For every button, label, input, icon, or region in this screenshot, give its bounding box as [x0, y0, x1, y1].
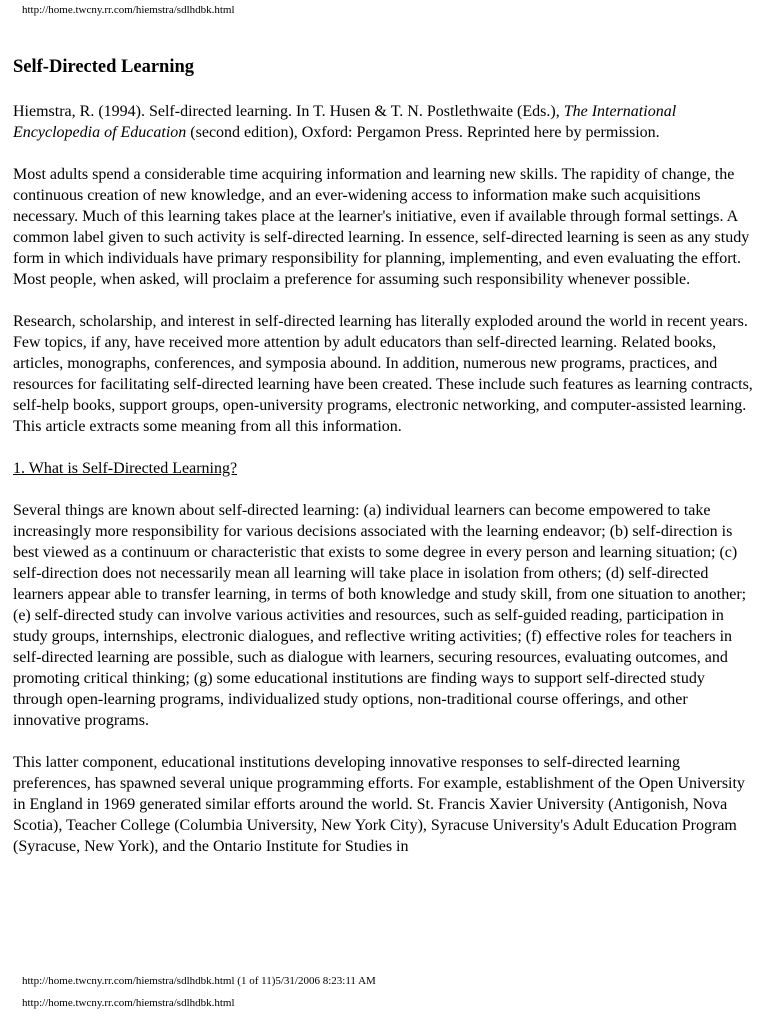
citation — [13, 101, 753, 143]
page-url-header: http://home.twcny.rr.com/hiemstra/sdlhdbk.html — [22, 4, 235, 16]
citation-prefix: Hiemstra, R. (1994). Self-directed learning. In T. Husen & T. N. Postlethwaite (Eds.), — [13, 103, 564, 120]
citation-book-title: The International Encyclopedia of Education — [13, 103, 677, 141]
article-body — [13, 55, 753, 857]
section-heading: 1. What is Self-Directed Learning? — [13, 460, 238, 477]
page-url-footer: http://home.twcny.rr.com/hiemstra/sdlhdbk.html — [22, 997, 235, 1009]
section-paragraph: Several things are known about self-directed learning: (a) individual learners can become empowered to take increasingly more responsibility for various decisions associated with the learning endeavor; (b) self-direction is best viewed as a continuum or characteristic that exists to some degree in every person and learning situation; (c) self-direction does not necessarily mean all learning will take place in isolation from others; (d) self-directed learners appear able to transfer learning, in terms of both knowledge and study skill, from one situation to another; (e) self-directed study can involve various activities and resources, such as self-guided reading, participation in study groups, internships, electronic dialogues, and reflective writing activities; (f) effective roles for teachers in self-directed learning are possible, such as dialogue with learners, securing resources, evaluating outcomes, and promoting critical thinking; (g) some educational institutions are finding ways to support self-directed study through open-learning programs, individualized study options, non-traditional course offerings, and other innovative programs. — [13, 502, 747, 729]
print-footer: http://home.twcny.rr.com/hiemstra/sdlhdbk.html (1 of 11)5/31/2006 8:23:11 AM — [22, 975, 376, 987]
citation-suffix: (second edition), Oxford: Pergamon Press. Reprinted here by permission. — [186, 124, 660, 141]
research-paragraph: Research, scholarship, and interest in self-directed learning has literally exploded around the world in recent years. Few topics, if any, have received more attention by adult educators than self-directed learning. Related books, articles, monographs, conferences, and symposia abound. In addition, numerous new programs, practices, and resources for facilitating self-directed learning have been created. These include such features as learning contracts, self-help books, support groups, open-university programs, electronic networking, and computer-assisted learning. This article extracts some meaning from all this information. — [13, 313, 753, 435]
section-paragraph: This latter component, educational institutions developing innovative responses to self-directed learning preferences, has spawned several unique programming efforts. For example, establishment of the Open University in England in 1969 generated similar efforts around the world. St. Francis Xavier University (Antigonish, Nova Scotia), Teacher College (Columbia University, New York City), Syracuse University's Adult Education Program (Syracuse, New York), and the Ontario Institute for Studies in — [13, 754, 745, 855]
intro-paragraph: Most adults spend a considerable time acquiring information and learning new skills. The rapidity of change, the continuous creation of new knowledge, and an ever-widening access to information make such acquisitions necessary. Much of this learning takes place at the learner's initiative, even if available through formal settings. A common label given to such activity is self-directed learning. In essence, self-directed learning is seen as any study form in which individuals have primary responsibility for planning, implementing, and even evaluating the effort. Most people, when asked, will proclaim a preference for assuming such responsibility whenever possible. — [13, 166, 750, 288]
page-title: Self-Directed Learning — [13, 57, 195, 77]
